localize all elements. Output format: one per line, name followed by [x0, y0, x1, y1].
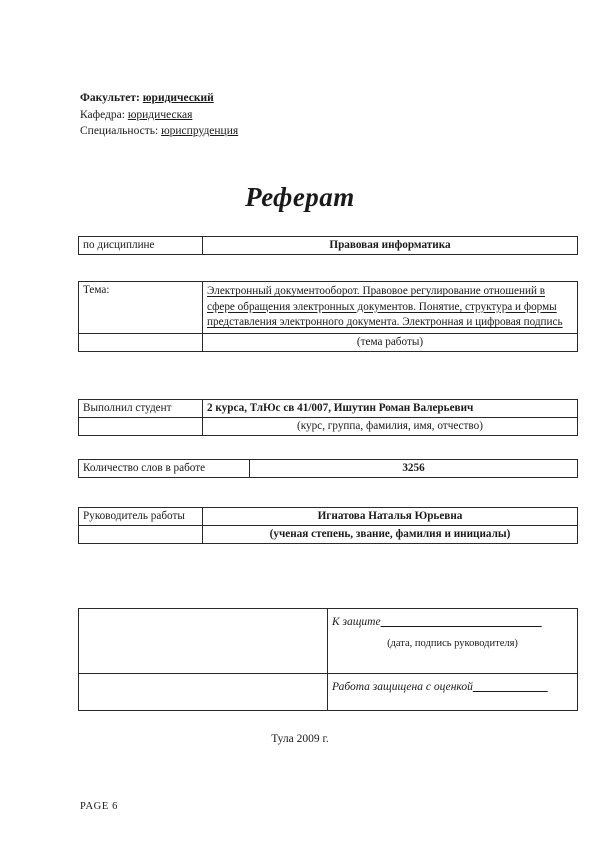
theme-value-cell [203, 282, 578, 334]
table-row [79, 460, 578, 478]
table-row [79, 526, 578, 544]
defense-table [78, 608, 578, 711]
theme-table [78, 281, 578, 352]
faculty-line [80, 90, 238, 107]
defense-admit-line [332, 610, 573, 630]
student-label: Выполнил студент [79, 400, 203, 418]
supervisor-value: Игнатова Наталья Юрьевна [203, 508, 578, 526]
student-table [78, 399, 578, 436]
theme-blank-cell [79, 333, 203, 351]
discipline-label: по дисциплине [79, 237, 203, 255]
defense-admit-cell [328, 609, 578, 674]
specialty-value: юриспруденция [161, 125, 239, 137]
discipline-value: Правовая информатика [203, 237, 578, 255]
specialty-label: Специальность: [80, 125, 159, 137]
defense-admit-label: К защите [332, 616, 381, 628]
supervisor-table [78, 507, 578, 544]
table-row [79, 609, 578, 674]
discipline-table [78, 236, 578, 255]
table-row [79, 237, 578, 255]
defense-blank-cell-1 [79, 609, 328, 674]
defense-admit-rule: ____________________________ [380, 616, 542, 628]
page-number-footer: PAGE 6 [80, 801, 118, 812]
student-caption: (курс, группа, фамилия, имя, отчество) [203, 418, 578, 436]
document-title: Реферат [245, 182, 355, 212]
supervisor-caption: (ученая степень, звание, фамилия и инициалы) [203, 526, 578, 544]
table-row [79, 508, 578, 526]
student-blank-cell [79, 418, 203, 436]
faculty-label: Факультет: [80, 92, 140, 104]
table-row [79, 418, 578, 436]
defense-grade-label: Работа защищена с оценкой [332, 681, 473, 693]
theme-caption: (тема работы) [203, 333, 578, 351]
table-row [79, 282, 578, 334]
supervisor-blank-cell [79, 526, 203, 544]
supervisor-label: Руководитель работы [79, 508, 203, 526]
faculty-value: юридический [142, 92, 214, 104]
faculty-header-block [80, 90, 238, 140]
defense-grade-rule: _____________ [472, 681, 548, 693]
table-row [79, 674, 578, 711]
defense-grade-line [332, 675, 573, 695]
theme-text: Электронный документооборот. Правовое регулирование отношений в сфере обращения электронных документов. Понятие, структура и формы представления электронного документа. Электронная и цифровая подпись [207, 285, 563, 328]
specialty-line [80, 123, 238, 140]
word-count-label: Количество слов в работе [79, 460, 250, 478]
defense-blank-cell-2 [79, 674, 328, 711]
student-value: 2 курса, ТлЮс св 41/007, Ишутин Роман Валерьевич [203, 400, 578, 418]
word-count-table [78, 459, 578, 478]
department-label: Кафедра: [80, 108, 125, 121]
defense-grade-cell [328, 674, 578, 711]
defense-admit-caption: (дата, подпись руководителя) [387, 638, 518, 649]
theme-label: Тема: [79, 282, 203, 334]
department-line [80, 107, 238, 124]
table-row [79, 400, 578, 418]
city-year: Тула 2009 г. [271, 733, 329, 745]
department-value: юридическая [127, 108, 193, 121]
table-row [79, 333, 578, 351]
word-count-value: 3256 [250, 460, 578, 478]
